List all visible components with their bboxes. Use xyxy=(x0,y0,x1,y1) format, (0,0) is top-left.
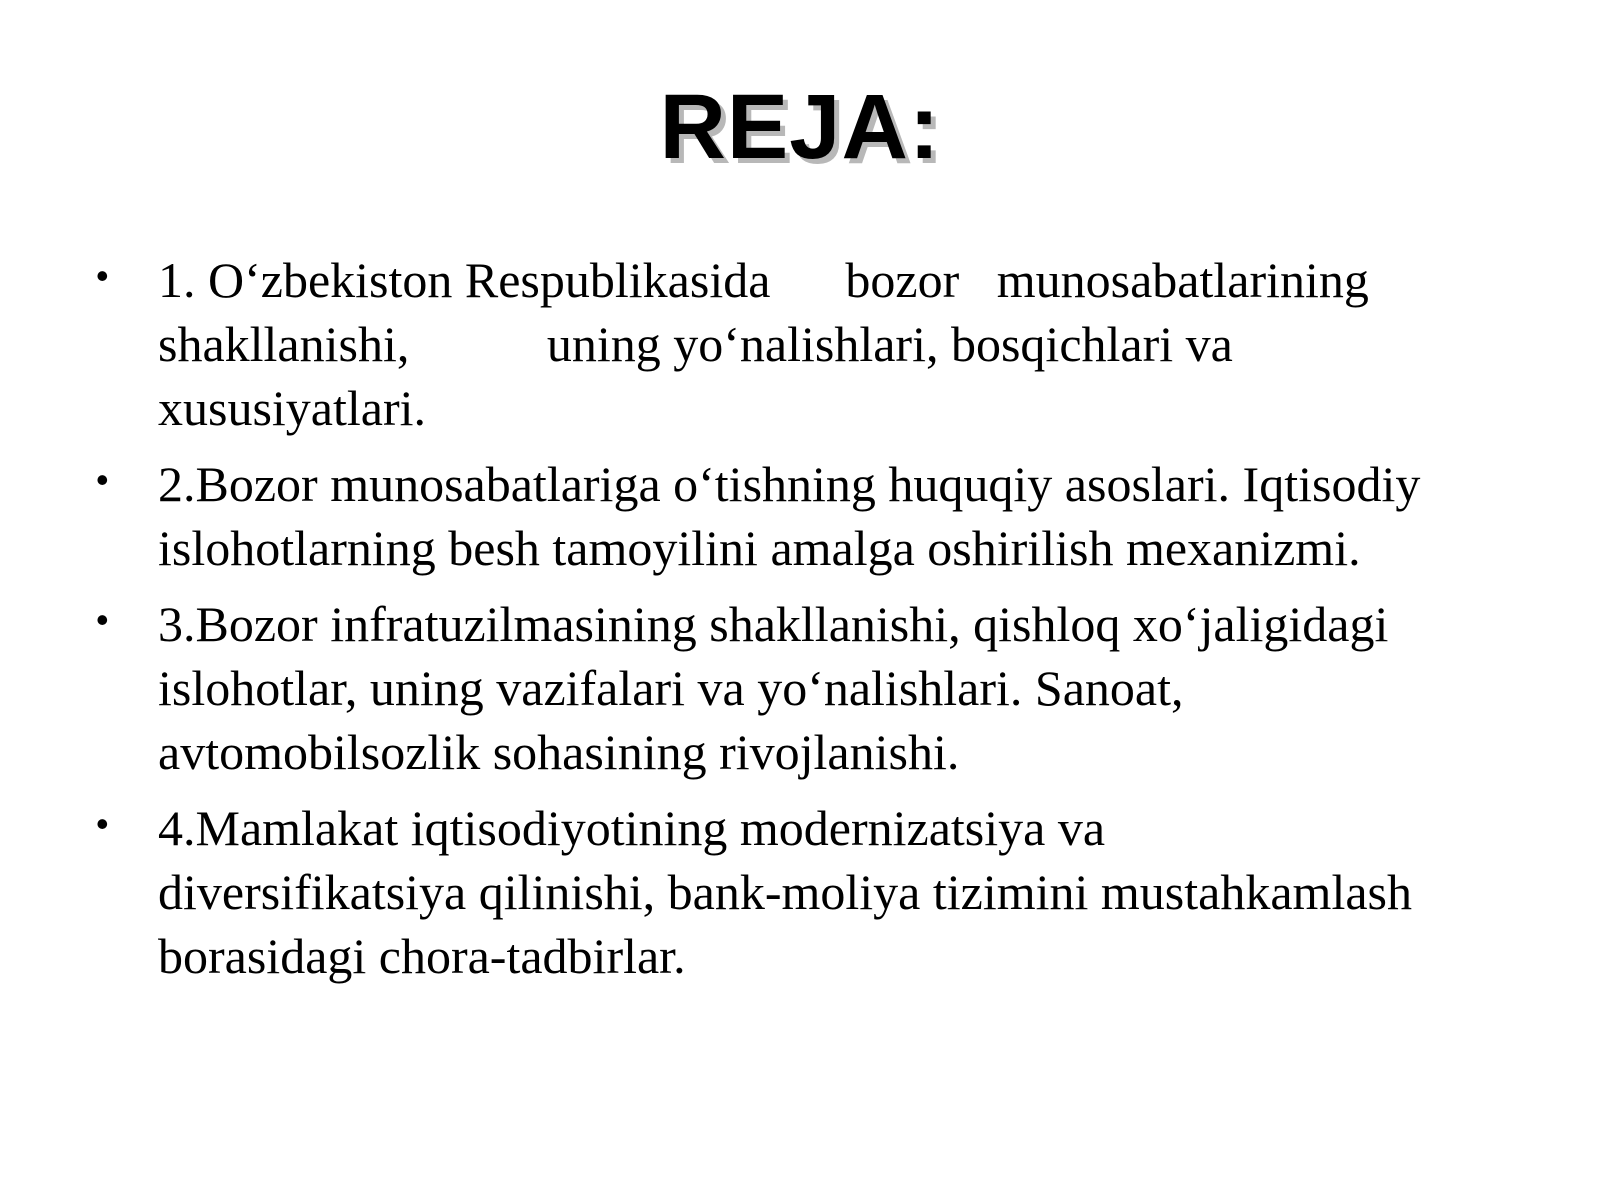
bullet-list xyxy=(96,248,1536,1000)
bullet-icon: • xyxy=(96,255,109,296)
list-item-text: 4.Mamlakat iqtisodiyotining modernizatsiya va diversifikatsiya qilinishi, bank-moliya tizimini mustahkamlash borasidagi chora-tadbirlar. xyxy=(158,800,1412,984)
list-item-text: 1. O‘zbekiston Respublikasida bozor munosabatlarining shakllanishi, uning yo‘nalishlari, bosqichlari va xususiyatlari. xyxy=(158,252,1369,436)
list-item xyxy=(96,248,1536,440)
bullet-icon: • xyxy=(96,599,109,640)
list-item xyxy=(96,796,1536,988)
slide-title: REJA: xyxy=(659,76,941,178)
bullet-icon: • xyxy=(96,803,109,844)
list-item xyxy=(96,452,1536,580)
list-item xyxy=(96,592,1536,784)
list-item-text: 3.Bozor infratuzilmasining shakllanishi, qishloq xo‘jaligidagi islohotlar, uning vazifalari va yo‘nalishlari. Sanoat, avtomobilsozlik sohasining rivojlanishi. xyxy=(158,596,1389,780)
list-item-text: 2.Bozor munosabatlariga o‘tishning huquqiy asoslari. Iqtisodiy islohotlarning besh tamoyilini amalga oshirilish mexanizmi. xyxy=(158,456,1421,576)
bullet-icon: • xyxy=(96,459,109,500)
